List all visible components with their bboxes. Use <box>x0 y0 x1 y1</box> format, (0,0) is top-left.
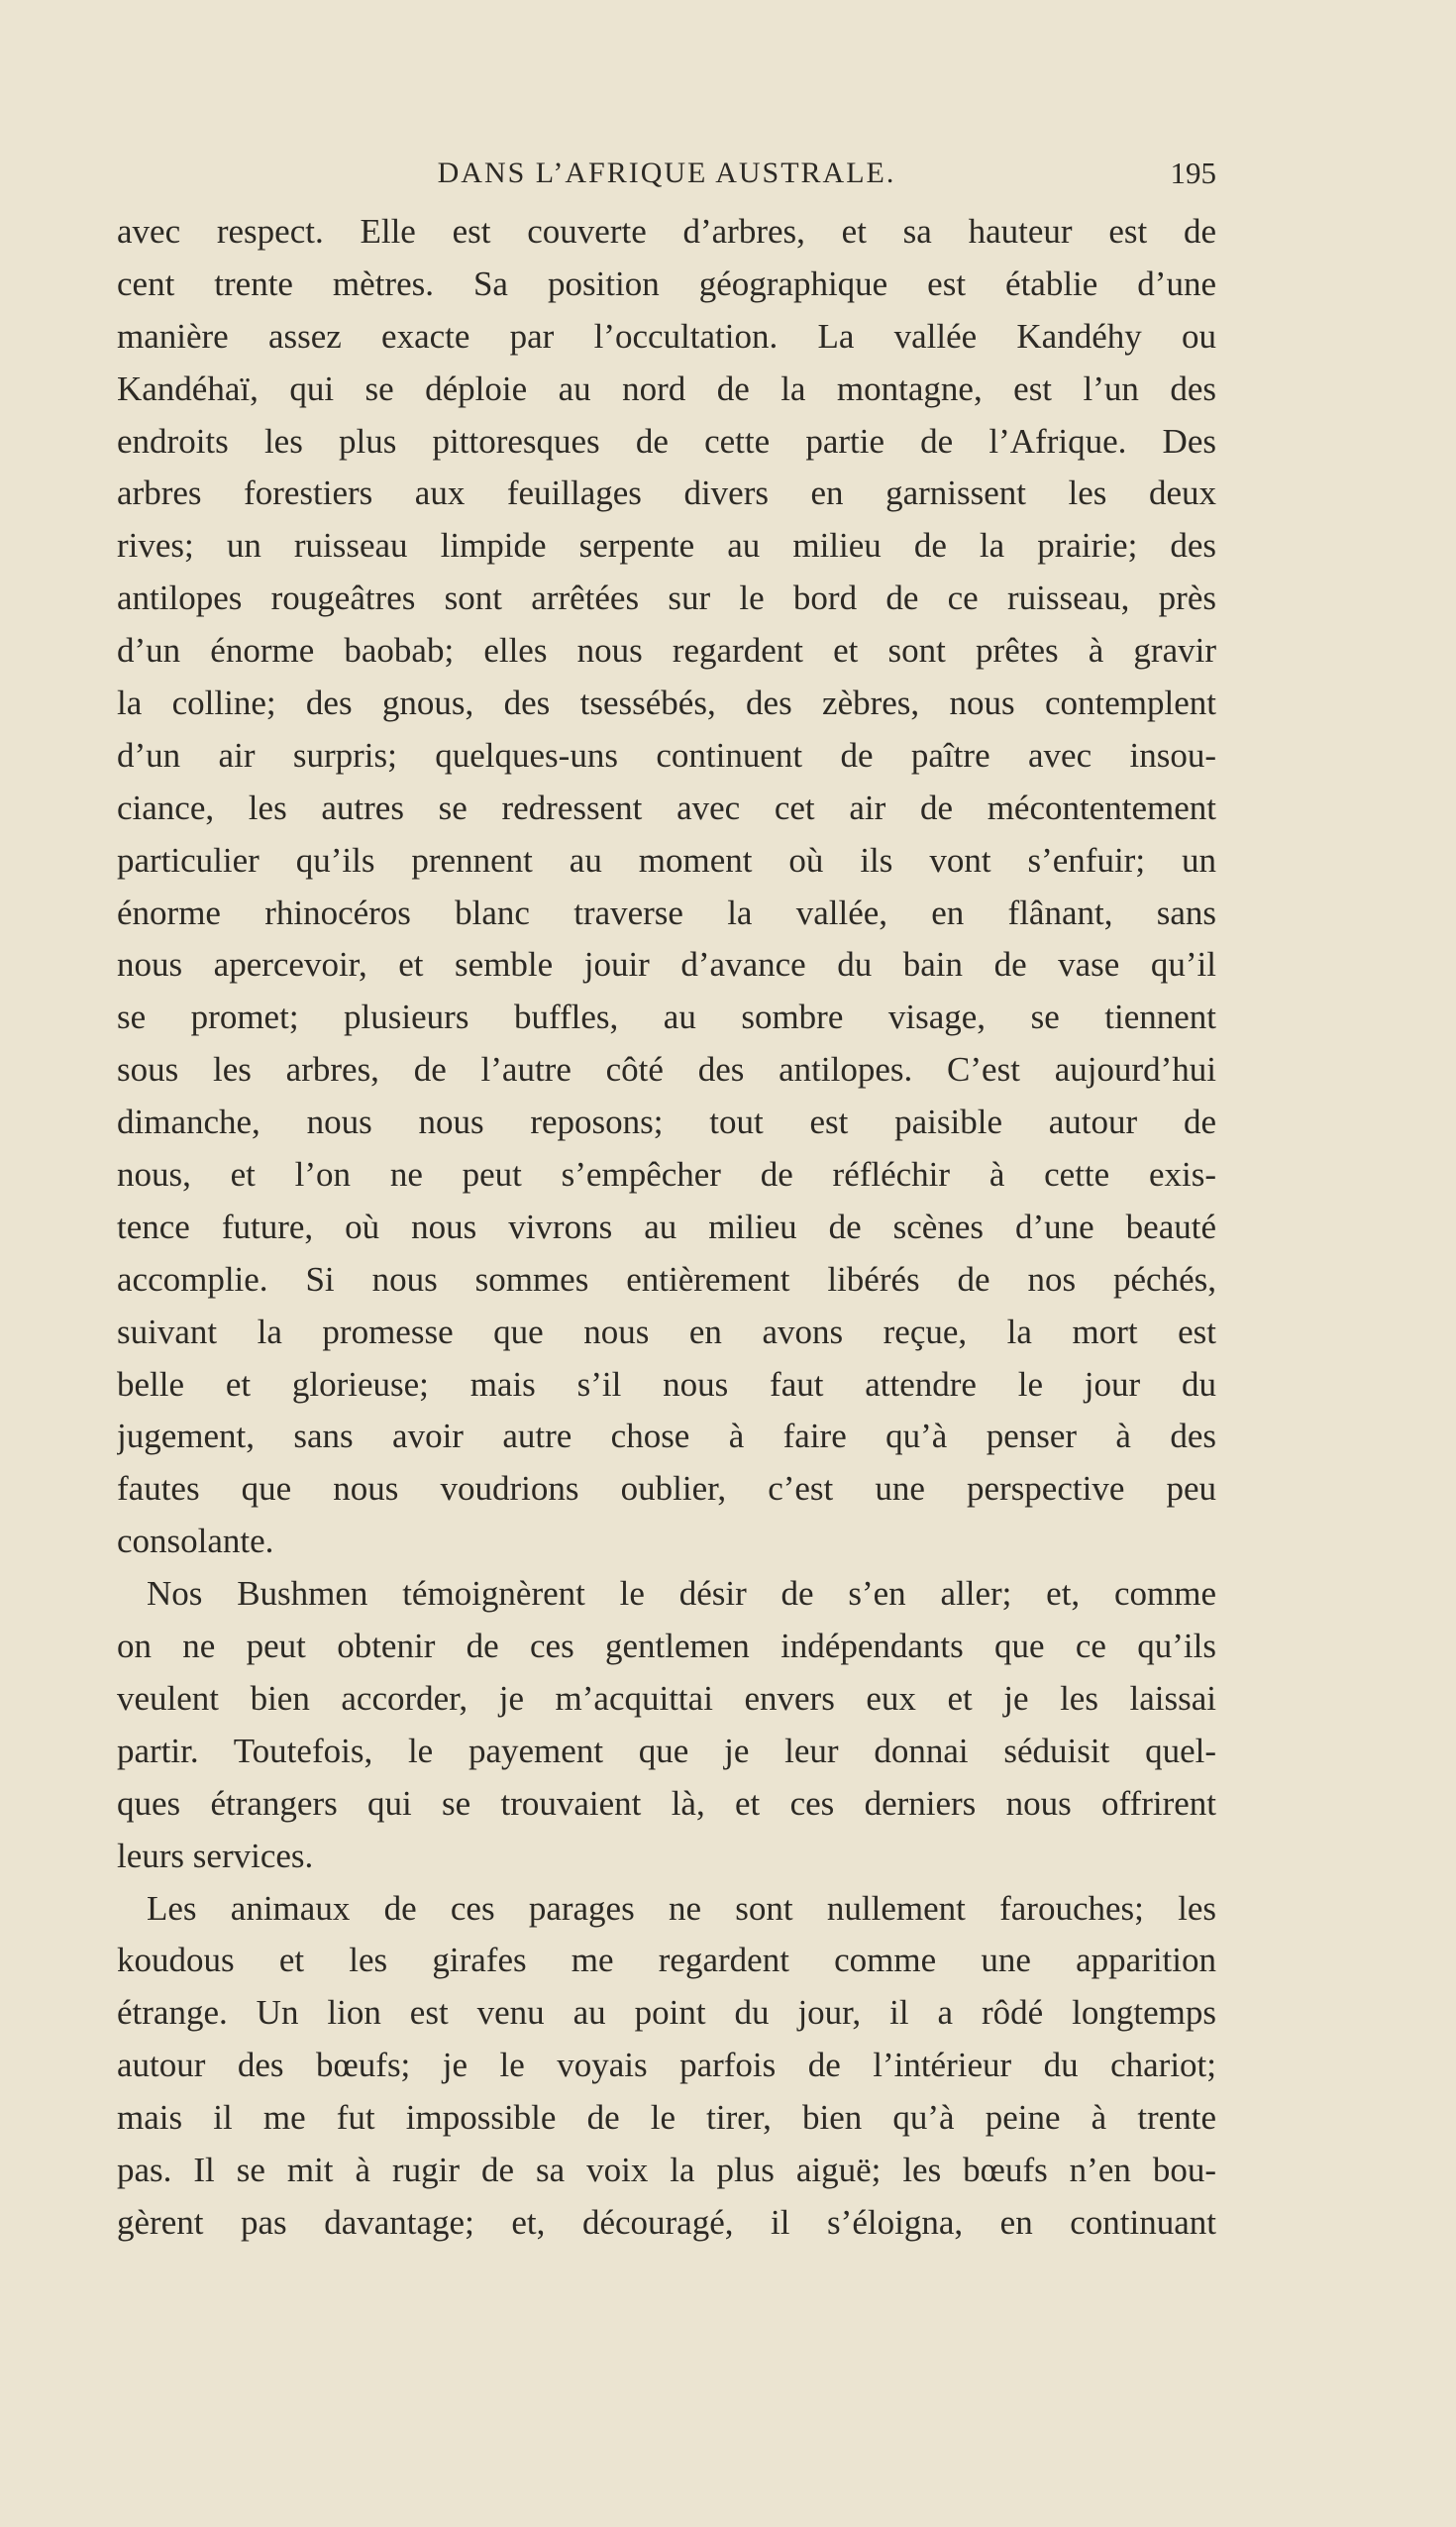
text-line: manière assez exacte par l’occultation. La vallée Kandéhy ou <box>117 316 1216 356</box>
text-line: partir. Toutefois, le payement que je leur donnai séduisit quel- <box>117 1731 1216 1770</box>
text-line: gèrent pas davantage; et, découragé, il s’éloigna, en continuant <box>117 2202 1216 2242</box>
text-line: tence future, où nous vivrons au milieu de scènes d’une beauté <box>117 1207 1216 1246</box>
text-line: dimanche, nous nous reposons; tout est paisible autour de <box>117 1103 1216 1142</box>
paragraph-end-line: leurs services. <box>117 1836 314 1875</box>
paragraph-end-line: consolante. <box>117 1522 274 1561</box>
text-line: belle et glorieuse; mais s’il nous faut attendre le jour du <box>117 1364 1216 1404</box>
text-line: rives; un ruisseau limpide serpente au milieu de la prairie; des <box>117 526 1216 566</box>
running-title: DANS L’AFRIQUE AUSTRALE. <box>437 157 896 189</box>
text-line: ques étrangers qui se trouvaient là, et ces derniers nous offrirent <box>117 1783 1216 1823</box>
text-line: ciance, les autres se redressent avec cet air de mécontentement <box>117 788 1216 827</box>
page-number: 195 <box>1170 156 1216 190</box>
text-line: d’un air surpris; quelques-uns continuent de paître avec insou- <box>117 735 1216 775</box>
text-line: particulier qu’ils prennent au moment où ils vont s’enfuir; un <box>117 840 1216 880</box>
text-line: autour des bœufs; je le voyais parfois de l’intérieur du chariot; <box>117 2046 1216 2085</box>
text-line: on ne peut obtenir de ces gentlemen indépendants que ce qu’ils <box>117 1627 1216 1666</box>
text-line: endroits les plus pittoresques de cette partie de l’Afrique. Des <box>117 421 1216 461</box>
paragraph-start-line: Nos Bushmen témoignèrent le désir de s’en aller; et, comme <box>147 1574 1216 1614</box>
text-line: énorme rhinocéros blanc traverse la vallée, en flânant, sans <box>117 893 1216 932</box>
text-line: antilopes rougeâtres sont arrêtées sur le bord de ce ruisseau, près <box>117 579 1216 618</box>
text-line: mais il me fut impossible de le tirer, bien qu’à peine à trente <box>117 2098 1216 2138</box>
body-text <box>117 206 1216 2250</box>
text-line: accomplie. Si nous sommes entièrement libérés de nos péchés, <box>117 1259 1216 1299</box>
text-line: arbres forestiers aux feuillages divers en garnissent les deux <box>117 474 1216 513</box>
text-line: suivant la promesse que nous en avons reçue, la mort est <box>117 1312 1216 1351</box>
text-line: Kandéhaï, qui se déploie au nord de la montagne, est l’un des <box>117 369 1216 408</box>
text-line: cent trente mètres. Sa position géographique est établie d’une <box>117 263 1216 303</box>
running-head <box>117 149 1216 198</box>
text-line: pas. Il se mit à rugir de sa voix la plus aiguë; les bœufs n’en bou- <box>117 2150 1216 2189</box>
text-line: fautes que nous voudrions oublier, c’est une perspective peu <box>117 1469 1216 1509</box>
text-line: nous apercevoir, et semble jouir d’avance du bain de vase qu’il <box>117 945 1216 985</box>
paragraph-start-line: Les animaux de ces parages ne sont nullement farouches; les <box>147 1888 1216 1928</box>
text-line: sous les arbres, de l’autre côté des antilopes. C’est aujourd’hui <box>117 1050 1216 1090</box>
text-line: la colline; des gnous, des tsessébés, des zèbres, nous contemplent <box>117 684 1216 723</box>
text-line: se promet; plusieurs buffles, au sombre visage, se tiennent <box>117 998 1216 1037</box>
text-line: avec respect. Elle est couverte d’arbres, et sa hauteur est de <box>117 212 1216 251</box>
text-line: d’un énorme baobab; elles nous regardent et sont prêtes à gravir <box>117 631 1216 671</box>
text-line: veulent bien accorder, je m’acquittai envers eux et je les laissai <box>117 1678 1216 1718</box>
text-line: nous, et l’on ne peut s’empêcher de réfléchir à cette exis- <box>117 1155 1216 1195</box>
text-line: étrange. Un lion est venu au point du jour, il a rôdé longtemps <box>117 1993 1216 2033</box>
text-line: jugement, sans avoir autre chose à faire qu’à penser à des <box>117 1417 1216 1456</box>
text-line: koudous et les girafes me regardent comme une apparition <box>117 1941 1216 1980</box>
